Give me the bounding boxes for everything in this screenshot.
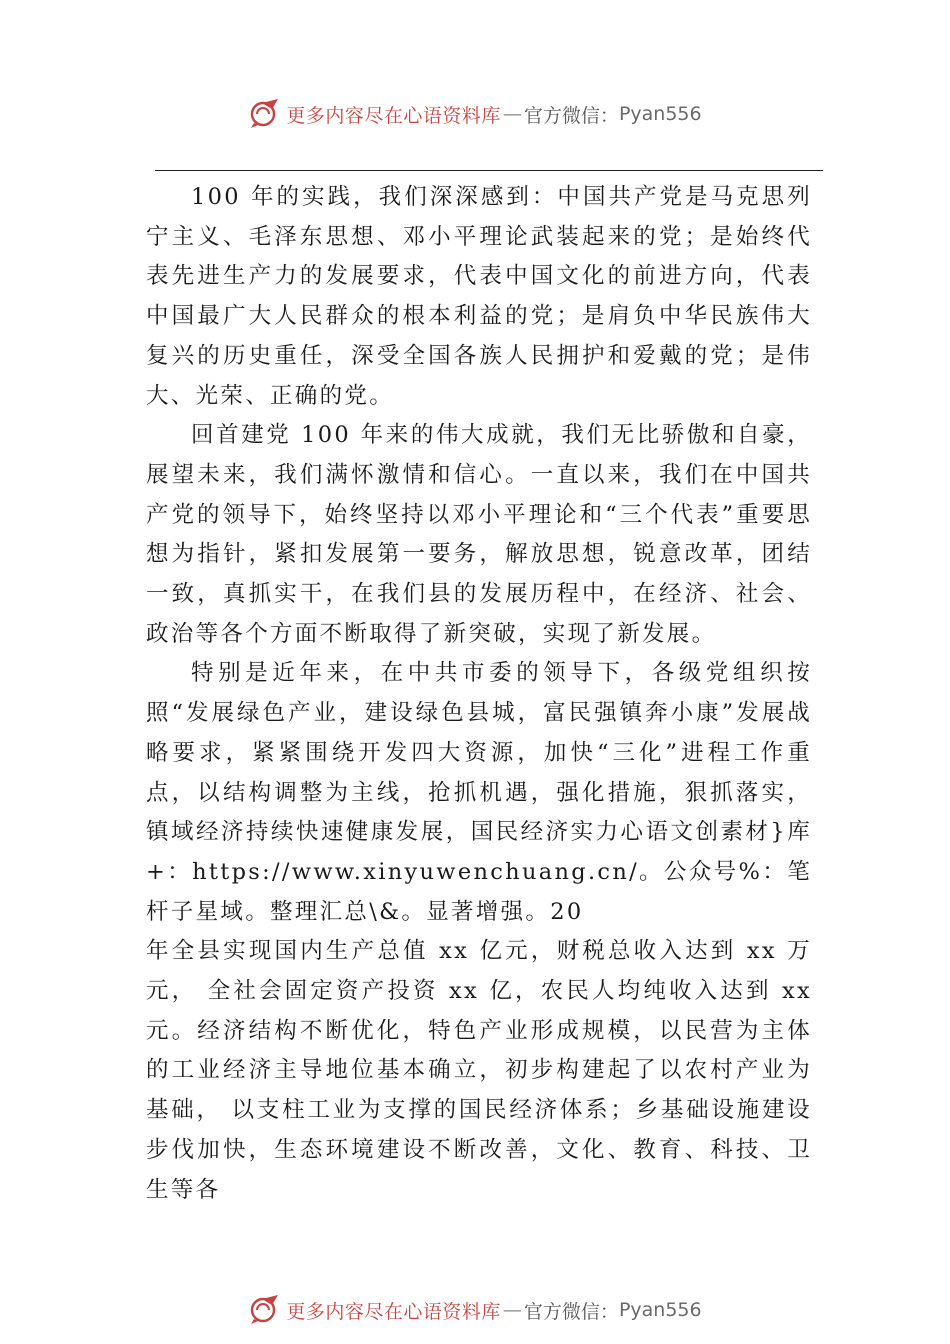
paragraph-1: 100 年的实践，我们深深感到：中国共产党是马克思列宁主义、毛泽东思想、邓小平理论武装起来的党；是始终代表先进生产力的发展要求，代表中国文化的前进方向，代表中国最广大人民群众的根本利益的党；是肩负中华民族伟大复兴的历史重任，深受全国各族人民拥护和爱戴的党；是伟大、光荣、正确的党。 — [146, 184, 812, 409]
header-banner — [0, 94, 950, 134]
header-wechat-handle: Pyan556 — [618, 103, 702, 125]
footer-dash: — — [502, 1299, 522, 1321]
header-wechat-label: 官方微信： — [523, 104, 619, 127]
document-body — [146, 178, 812, 1210]
paragraph-2: 回首建党 100 年来的伟大成就，我们无比骄傲和自豪，展望未来，我们满怀激情和信心。一直以来，我们在中国共产党的领导下，始终坚持以邓小平理论和“三个代表”重要思想为指针，紧扣发展第一要务，解放思想，锐意改革，团结一致，真抓实干，在我们县的发展历程中，在经济、社会、政治等各个方面不断取得了新突破，实现了新发展。 — [146, 422, 812, 647]
paragraph-3: 特别是近年来，在中共市委的领导下，各级党组织按照“发展绿色产业，建设绿色县城，富民强镇奔小康”发展战略要求，紧紧围绕开发四大资源，加快“三化”进程工作重点，以结构调整为主线，抢抓机遇，强化措施，狠抓落实，镇域经济持续快速健康发展，国民经济实力心语文创素材}库+：https://www.xinyuwenchuang.cn/。公众号%：笔杆子星域。整理汇总\&。显著增强。20 — [146, 660, 812, 925]
footer-wechat-handle: Pyan556 — [618, 1299, 702, 1321]
header-divider — [155, 170, 823, 171]
footer-banner — [0, 1290, 950, 1330]
paragraph-4: 年全县实现国内生产总值 xx 亿元，财税总收入达到 xx 万元， 全社会固定资产投资 xx 亿，农民人均纯收入达到 xx 元。经济结构不断优化，特色产业形成规模，以民营为主体的工业经济主导地位基本确立，初步构建起了以农村产业为基础， 以支柱工业为支撑的国民经济体系；乡基础设施建设步伐加快，生态环境建设不断改善，文化、教育、科技、卫生等各 — [146, 938, 812, 1203]
header-brand-text: 更多内容尽在心语资料库 — [286, 104, 501, 127]
brand-logo-icon — [248, 97, 282, 131]
footer-brand-text: 更多内容尽在心语资料库 — [286, 1300, 501, 1323]
brand-logo-icon — [248, 1293, 282, 1327]
footer-wechat-label: 官方微信： — [523, 1300, 619, 1323]
header-dash: — — [502, 103, 522, 125]
